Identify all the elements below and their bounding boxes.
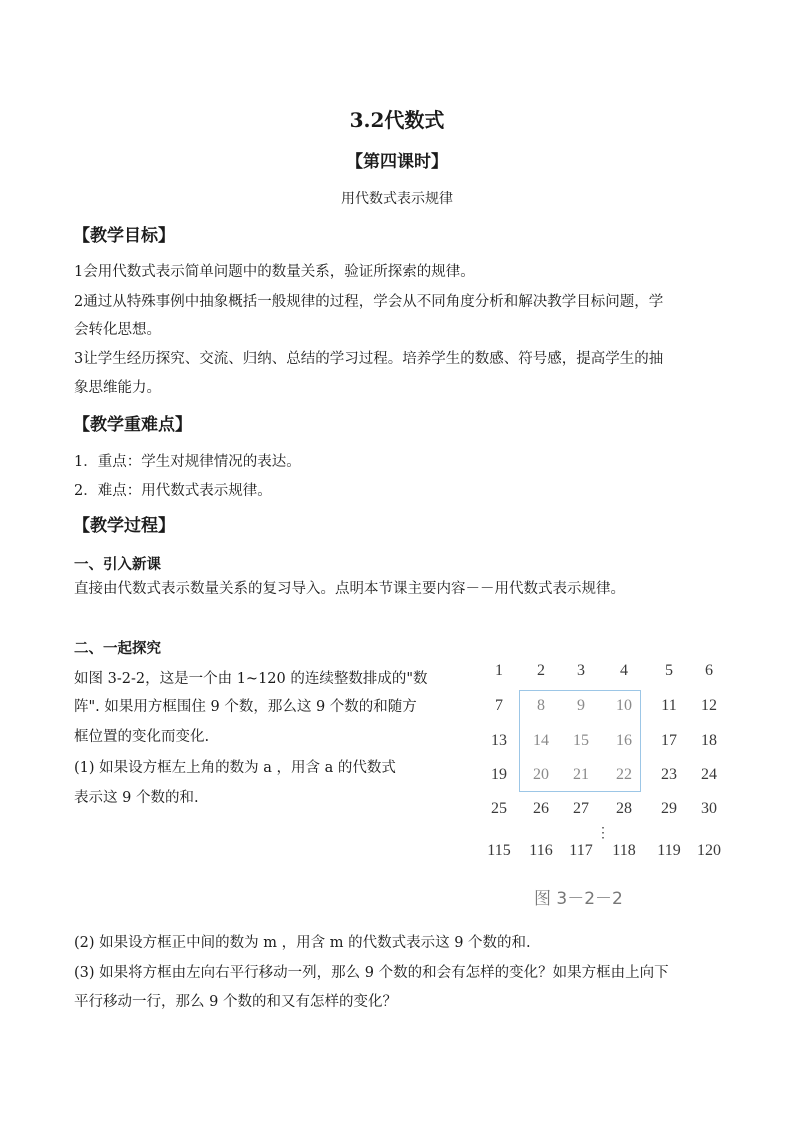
- objective-item-3-line-1: 3让学生经历探究、交流、归纳、总结的学习过程。培养学生的数感、符号感，提高学生的抽: [74, 351, 664, 367]
- array-number: 16: [616, 732, 632, 749]
- array-number: 30: [701, 800, 717, 817]
- array-number: 119: [657, 842, 681, 859]
- array-number: 2: [537, 662, 545, 679]
- array-number: 14: [533, 732, 549, 749]
- lesson-label: 【第四课时】: [346, 152, 448, 172]
- objective-item-1: 1会用代数式表示简单问题中的数量关系，验证所探索的规律。: [74, 264, 475, 280]
- intro-line-2: 阵". 如果用方框围住 9 个数，那么这 9 个数的和随方: [74, 699, 417, 715]
- array-number: 5: [665, 662, 673, 679]
- difficulty-item-1: 1．重点：学生对规律情况的表达。: [74, 454, 301, 470]
- array-number: 118: [612, 842, 636, 859]
- array-number: 117: [569, 842, 593, 859]
- difficulty-item-2: 2．难点：用代数式表示规律。: [74, 483, 272, 499]
- array-number: 26: [533, 800, 549, 817]
- array-number: 4: [620, 662, 628, 679]
- section-2-title: 二、一起探究: [74, 640, 161, 657]
- process-heading: 【教学过程】: [73, 516, 175, 536]
- array-number: 115: [487, 842, 511, 859]
- objective-item-2-line-2: 会转化思想。: [74, 322, 161, 338]
- array-number: 15: [573, 732, 589, 749]
- objective-item-2-line-1: 2通过从特殊事例中抽象概括一般规律的过程，学会从不同角度分析和解决教学目标问题，学: [74, 294, 664, 310]
- array-number: 1: [495, 662, 503, 679]
- figure-caption: 图 3－2－2: [534, 889, 623, 909]
- array-number: 12: [701, 697, 717, 714]
- array-number: 24: [701, 766, 717, 783]
- array-number: 13: [491, 732, 507, 749]
- array-number: 10: [616, 697, 632, 714]
- difficulties-heading: 【教学重难点】: [73, 415, 192, 435]
- array-number: 21: [573, 766, 589, 783]
- ellipsis: ⋮: [596, 825, 610, 841]
- objectives-heading: 【教学目标】: [73, 226, 175, 246]
- number-array-figure: [459, 652, 736, 918]
- question-2: (2) 如果设方框正中间的数为 m ，用含 m 的代数式表示这 9 个数的和.: [74, 935, 531, 951]
- section-1-text: 直接由代数式表示数量关系的复习导入。点明本节课主要内容－－用代数式表示规律。: [74, 581, 625, 597]
- array-number: 116: [529, 842, 553, 859]
- array-number: 7: [495, 697, 503, 714]
- array-number: 28: [616, 800, 632, 817]
- array-number: 20: [533, 766, 549, 783]
- question-1-line-2: 表示这 9 个数的和.: [74, 790, 199, 806]
- array-number: 22: [616, 766, 632, 783]
- array-number: 19: [491, 766, 507, 783]
- objective-item-3-line-2: 象思维能力。: [74, 380, 161, 396]
- array-number: 6: [705, 662, 713, 679]
- array-number: 11: [661, 697, 677, 714]
- question-3-line-2: 平行移动一行，那么 9 个数的和又有怎样的变化？: [74, 994, 397, 1010]
- array-number: 29: [661, 800, 677, 817]
- subtitle: 用代数式表示规律: [341, 191, 453, 207]
- question-3-line-1: (3) 如果将方框由左向右平行移动一列，那么 9 个数的和会有怎样的变化？如果方框由上向下: [74, 965, 669, 981]
- array-number: 23: [661, 766, 677, 783]
- question-1-line-1: (1) 如果设方框左上角的数为 a ，用含 a 的代数式: [74, 760, 396, 776]
- array-number: 27: [573, 800, 589, 817]
- array-number: 3: [577, 662, 585, 679]
- section-1-title: 一、引入新课: [74, 556, 161, 573]
- intro-line-1: 如图 3-2-2，这是一个由 1~120 的连续整数排成的"数: [74, 671, 428, 687]
- array-number: 9: [577, 697, 585, 714]
- intro-line-3: 框位置的变化而变化.: [74, 729, 210, 745]
- array-number: 18: [701, 732, 717, 749]
- array-number: 120: [697, 842, 721, 859]
- array-number: 8: [537, 697, 545, 714]
- page-title: 3.2代数式: [349, 108, 445, 132]
- array-number: 25: [491, 800, 507, 817]
- array-number: 17: [661, 732, 677, 749]
